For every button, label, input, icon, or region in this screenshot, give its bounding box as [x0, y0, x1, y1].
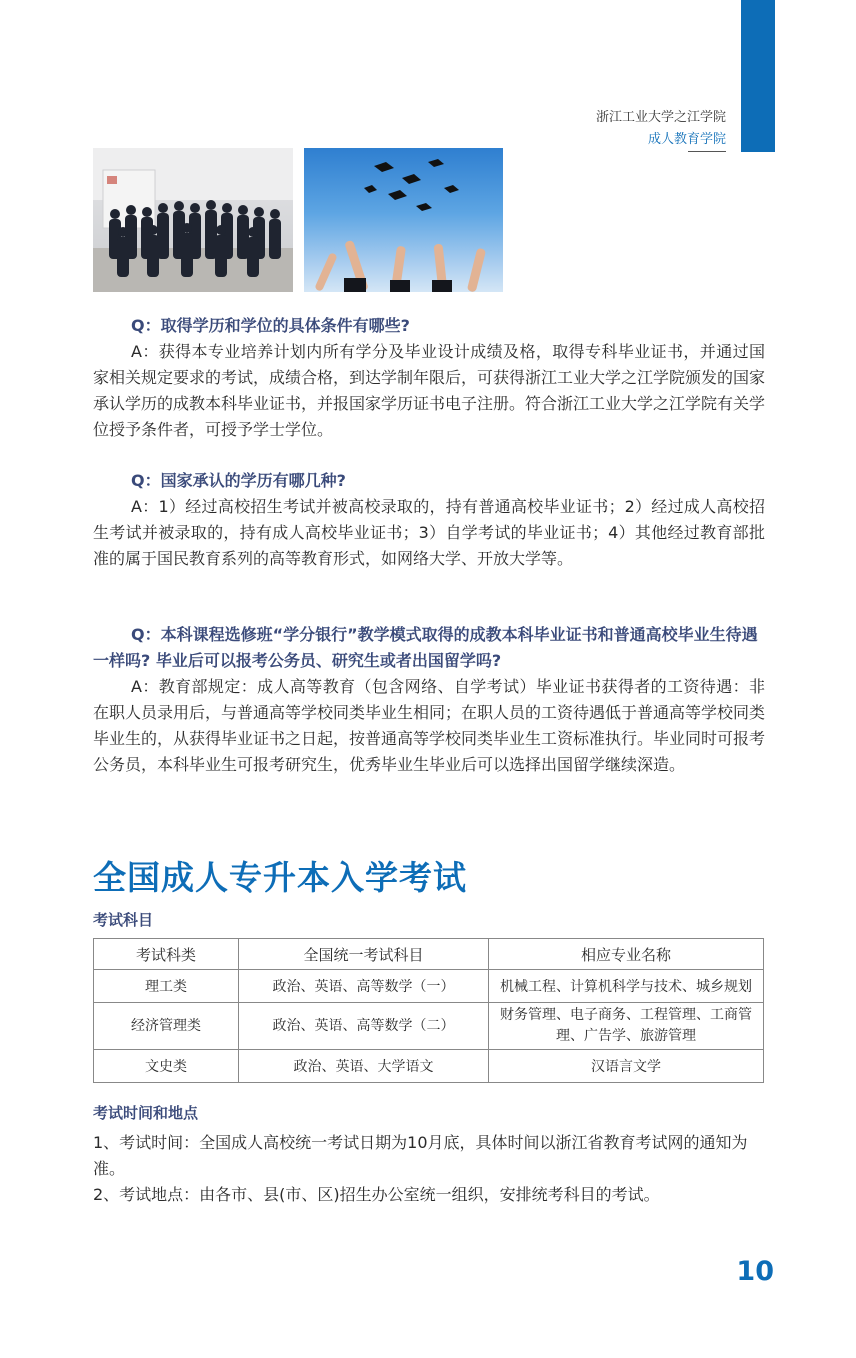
faq-item-recognized-degrees [93, 468, 765, 572]
header-divider [688, 151, 726, 152]
faq-answer: A：1）经过高校招生考试并被高校录取的，持有普通高校毕业证书；2）经过成人高校招生考试并被录取的，持有成人高校毕业证书；3）自学考试的毕业证书；4）其他经过教育部批准的属于国民教育系列的高等教育形式，如网络大学、开放大学等。 [93, 497, 765, 568]
faq-item-credit-bank [93, 622, 765, 778]
table-cell: 政治、英语、高等数学（一） [239, 970, 489, 1003]
graduates-group-illustration [93, 148, 293, 292]
graduation-caps-illustration [304, 148, 503, 292]
exam-subjects-table [93, 938, 764, 1083]
org-subtitle: 成人教育学院 [647, 132, 726, 147]
table-cell: 机械工程、计算机科学与技术、城乡规划 [489, 970, 764, 1003]
table-cell: 财务管理、电子商务、工程管理、工商管理、广告学、旅游管理 [489, 1003, 764, 1050]
table-row [94, 1003, 764, 1050]
table-cell: 经济管理类 [94, 1003, 239, 1050]
time-place-heading: 考试时间和地点 [93, 1104, 199, 1122]
org-name: 浙江工业大学之江学院 [595, 110, 726, 125]
exam-place-text: 2、考试地点：由各市、县(市、区)招生办公室统一组织，安排统考科目的考试。 [93, 1185, 660, 1204]
faq-answer: A：教育部规定：成人高等教育（包含网络、自学考试）毕业证书获得者的工资待遇：非在职人员录用后，与普通高等学校同类毕业生相同；在职人员的工资待遇低于普通高等学校同类毕业生的，从获得毕业证书之日起，按普通高等学校同类毕业生工资标准执行。毕业同时可报考公务员，本科毕业生可报考研究生，优秀毕业生毕业后可以选择出国留学继续深造。 [93, 677, 766, 774]
subjects-heading: 考试科目 [93, 911, 154, 929]
table-cell: 文史类 [94, 1050, 239, 1083]
table-cell: 政治、英语、大学语文 [239, 1050, 489, 1083]
faq-question: Q：取得学历和学位的具体条件有哪些? [131, 316, 410, 335]
page-number: 10 [736, 1256, 774, 1287]
section-title: 全国成人专升本入学考试 [93, 858, 467, 897]
faq-item-degree-conditions [93, 313, 765, 443]
table-row [94, 1050, 764, 1083]
table-cell: 理工类 [94, 970, 239, 1003]
table-header-cell: 全国统一考试科目 [239, 939, 489, 970]
table-header-cell: 相应专业名称 [489, 939, 764, 970]
corner-accent-bar [741, 0, 775, 152]
graduation-caps-photo [304, 148, 503, 292]
graduates-group-photo [93, 148, 293, 292]
table-row [94, 970, 764, 1003]
faq-answer: A：获得本专业培养计划内所有学分及毕业设计成绩及格，取得专科毕业证书，并通过国家相关规定要求的考试，成绩合格，到达学制年限后，可获得浙江工业大学之江学院颁发的国家承认学历的成教本科毕业证书，并报国家学历证书电子注册。符合浙江工业大学之江学院有关学位授予条件者，可授予学士学位。 [93, 342, 766, 439]
table-cell: 政治、英语、高等数学（二） [239, 1003, 489, 1050]
faq-question: Q：本科课程选修班“学分银行”教学模式取得的成教本科毕业证书和普通高校毕业生待遇一样吗? 毕业后可以报考公务员、研究生或者出国留学吗? [93, 625, 758, 670]
table-header-row [94, 939, 764, 970]
table-cell: 汉语言文学 [489, 1050, 764, 1083]
faq-question: Q：国家承认的学历有哪几种? [131, 471, 346, 490]
table-header-cell: 考试科类 [94, 939, 239, 970]
exam-time-text: 1、考试时间：全国成人高校统一考试日期为10月底，具体时间以浙江省教育考试网的通知为准。 [93, 1133, 748, 1178]
